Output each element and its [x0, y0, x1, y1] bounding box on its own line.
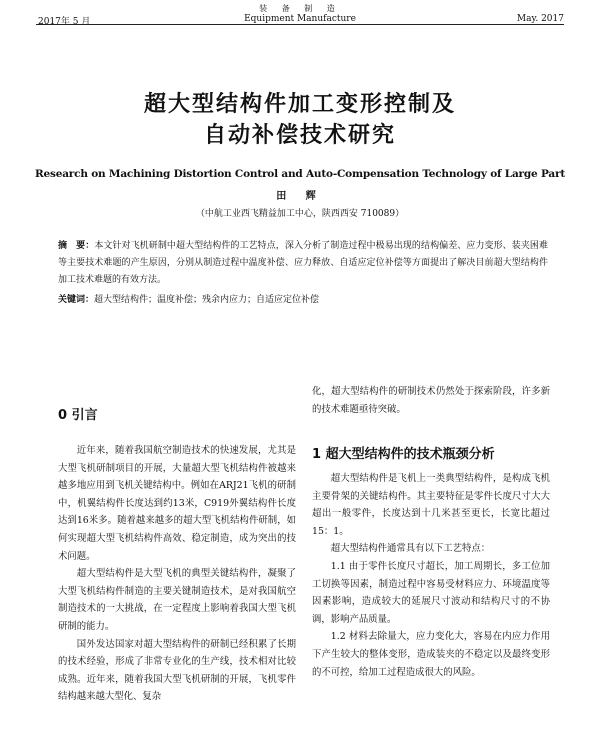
- abstract-text: 本文针对飞机研制中超大型结构件的工艺特点，深入分析了制造过程中极易出现的结构偏差、应力变形、装夹困难等主要技术难题的产生原因，分别从制造过程中温度补偿、应力释放、自适应定位补偿等方面提出了解决目前超大型结构件加工技术难题的有效方法。: [58, 241, 548, 285]
- right-column: [312, 470, 550, 681]
- header-date: 2017年 5 月: [38, 17, 91, 27]
- affiliation: （中航工业西飞精益加工中心，陕西西安 710089）: [195, 209, 405, 219]
- header-issue: May. 2017: [516, 14, 564, 24]
- paragraph: 超大型结构件是飞机上一类典型结构件，是构成飞机主要骨架的关键结构件。其主要特征是零件长度尺寸大大超出一般零件，长度达到十几米甚至更长，长宽比超过15：1。: [312, 473, 550, 537]
- author: 田 辉: [276, 191, 324, 202]
- running-header: [0, 2, 600, 27]
- header-journal-en: Equipment Manufacture: [244, 14, 356, 24]
- abstract: [58, 238, 548, 289]
- english-title: Research on Machining Distortion Control and Auto-Compensation Technology of Large Part: [35, 168, 565, 180]
- keywords-text: 超大型结构件；温度补偿；残余内应力；自适应定位补偿: [94, 295, 320, 305]
- abstract-label: 摘 要：: [58, 241, 95, 251]
- right-column-continuation: [312, 383, 550, 418]
- header-rule: [36, 24, 564, 25]
- paragraph: 化，超大型结构件的研制技术仍然处于探索阶段，许多新的技术难题亟待突破。: [312, 386, 550, 415]
- left-column: [58, 442, 296, 706]
- keywords: [58, 292, 548, 309]
- section-heading-bottleneck: 1 超大型结构件的技术瓶颈分析: [312, 447, 495, 462]
- paragraph: 超大型结构件通常具有以下工艺特点：: [330, 543, 491, 555]
- paragraph: 1.1 由于零件长度尺寸超长，加工周期长，多工位加工切换等因素，制造过程中容易受材料应力、环境温度等因素影响，造成较大的延展尺寸波动和结构尺寸的不协调，影响产品质量。: [312, 560, 550, 625]
- paragraph: 超大型结构件是大型飞机的典型关键结构件，凝聚了大型飞机结构件制造的主要关键制造技术，是对我国航空制造技术的一大挑战，在一定程度上影响着我国大型飞机研制的能力。: [58, 568, 296, 632]
- header-journal-cn: 装 备 制 造: [259, 4, 341, 13]
- paragraph: 国外发达国家对超大型结构件的研制已经积累了长期的技术经验，形成了非常专业化的生产线，技术相对比较成熟。近年来，随着我国大型飞机研制的开展，飞机零件结构越来越大型化、复杂: [58, 638, 296, 703]
- keywords-label: 关键词：: [58, 295, 95, 305]
- paper-title-line2: 自动补偿技术研究: [203, 123, 396, 148]
- paper-title-line1: 超大型结构件加工变形控制及: [143, 92, 456, 117]
- paragraph: 1.2 材料去除量大，应力变化大，容易在内应力作用下产生较大的整体变形，造成装夹的不稳定以及最终变形的不可控，给加工过程造成很大的风险。: [312, 631, 550, 678]
- section-heading-intro: 0 引言: [58, 408, 98, 423]
- paragraph: 近年来，随着我国航空制造技术的快速发展，尤其是大型飞机研制项目的开展，大量超大型飞机结构件被越来越多地应用到飞机关键结构中。例如在ARJ21飞机的研制中，机翼结构件长度达到约13米，C919外翼结构件长度达到16米多。随着越来越多的超大型飞机结构件研制，如何实现超大型飞机结构件高效、稳定制造，成为突出的技术问题。: [58, 445, 296, 562]
